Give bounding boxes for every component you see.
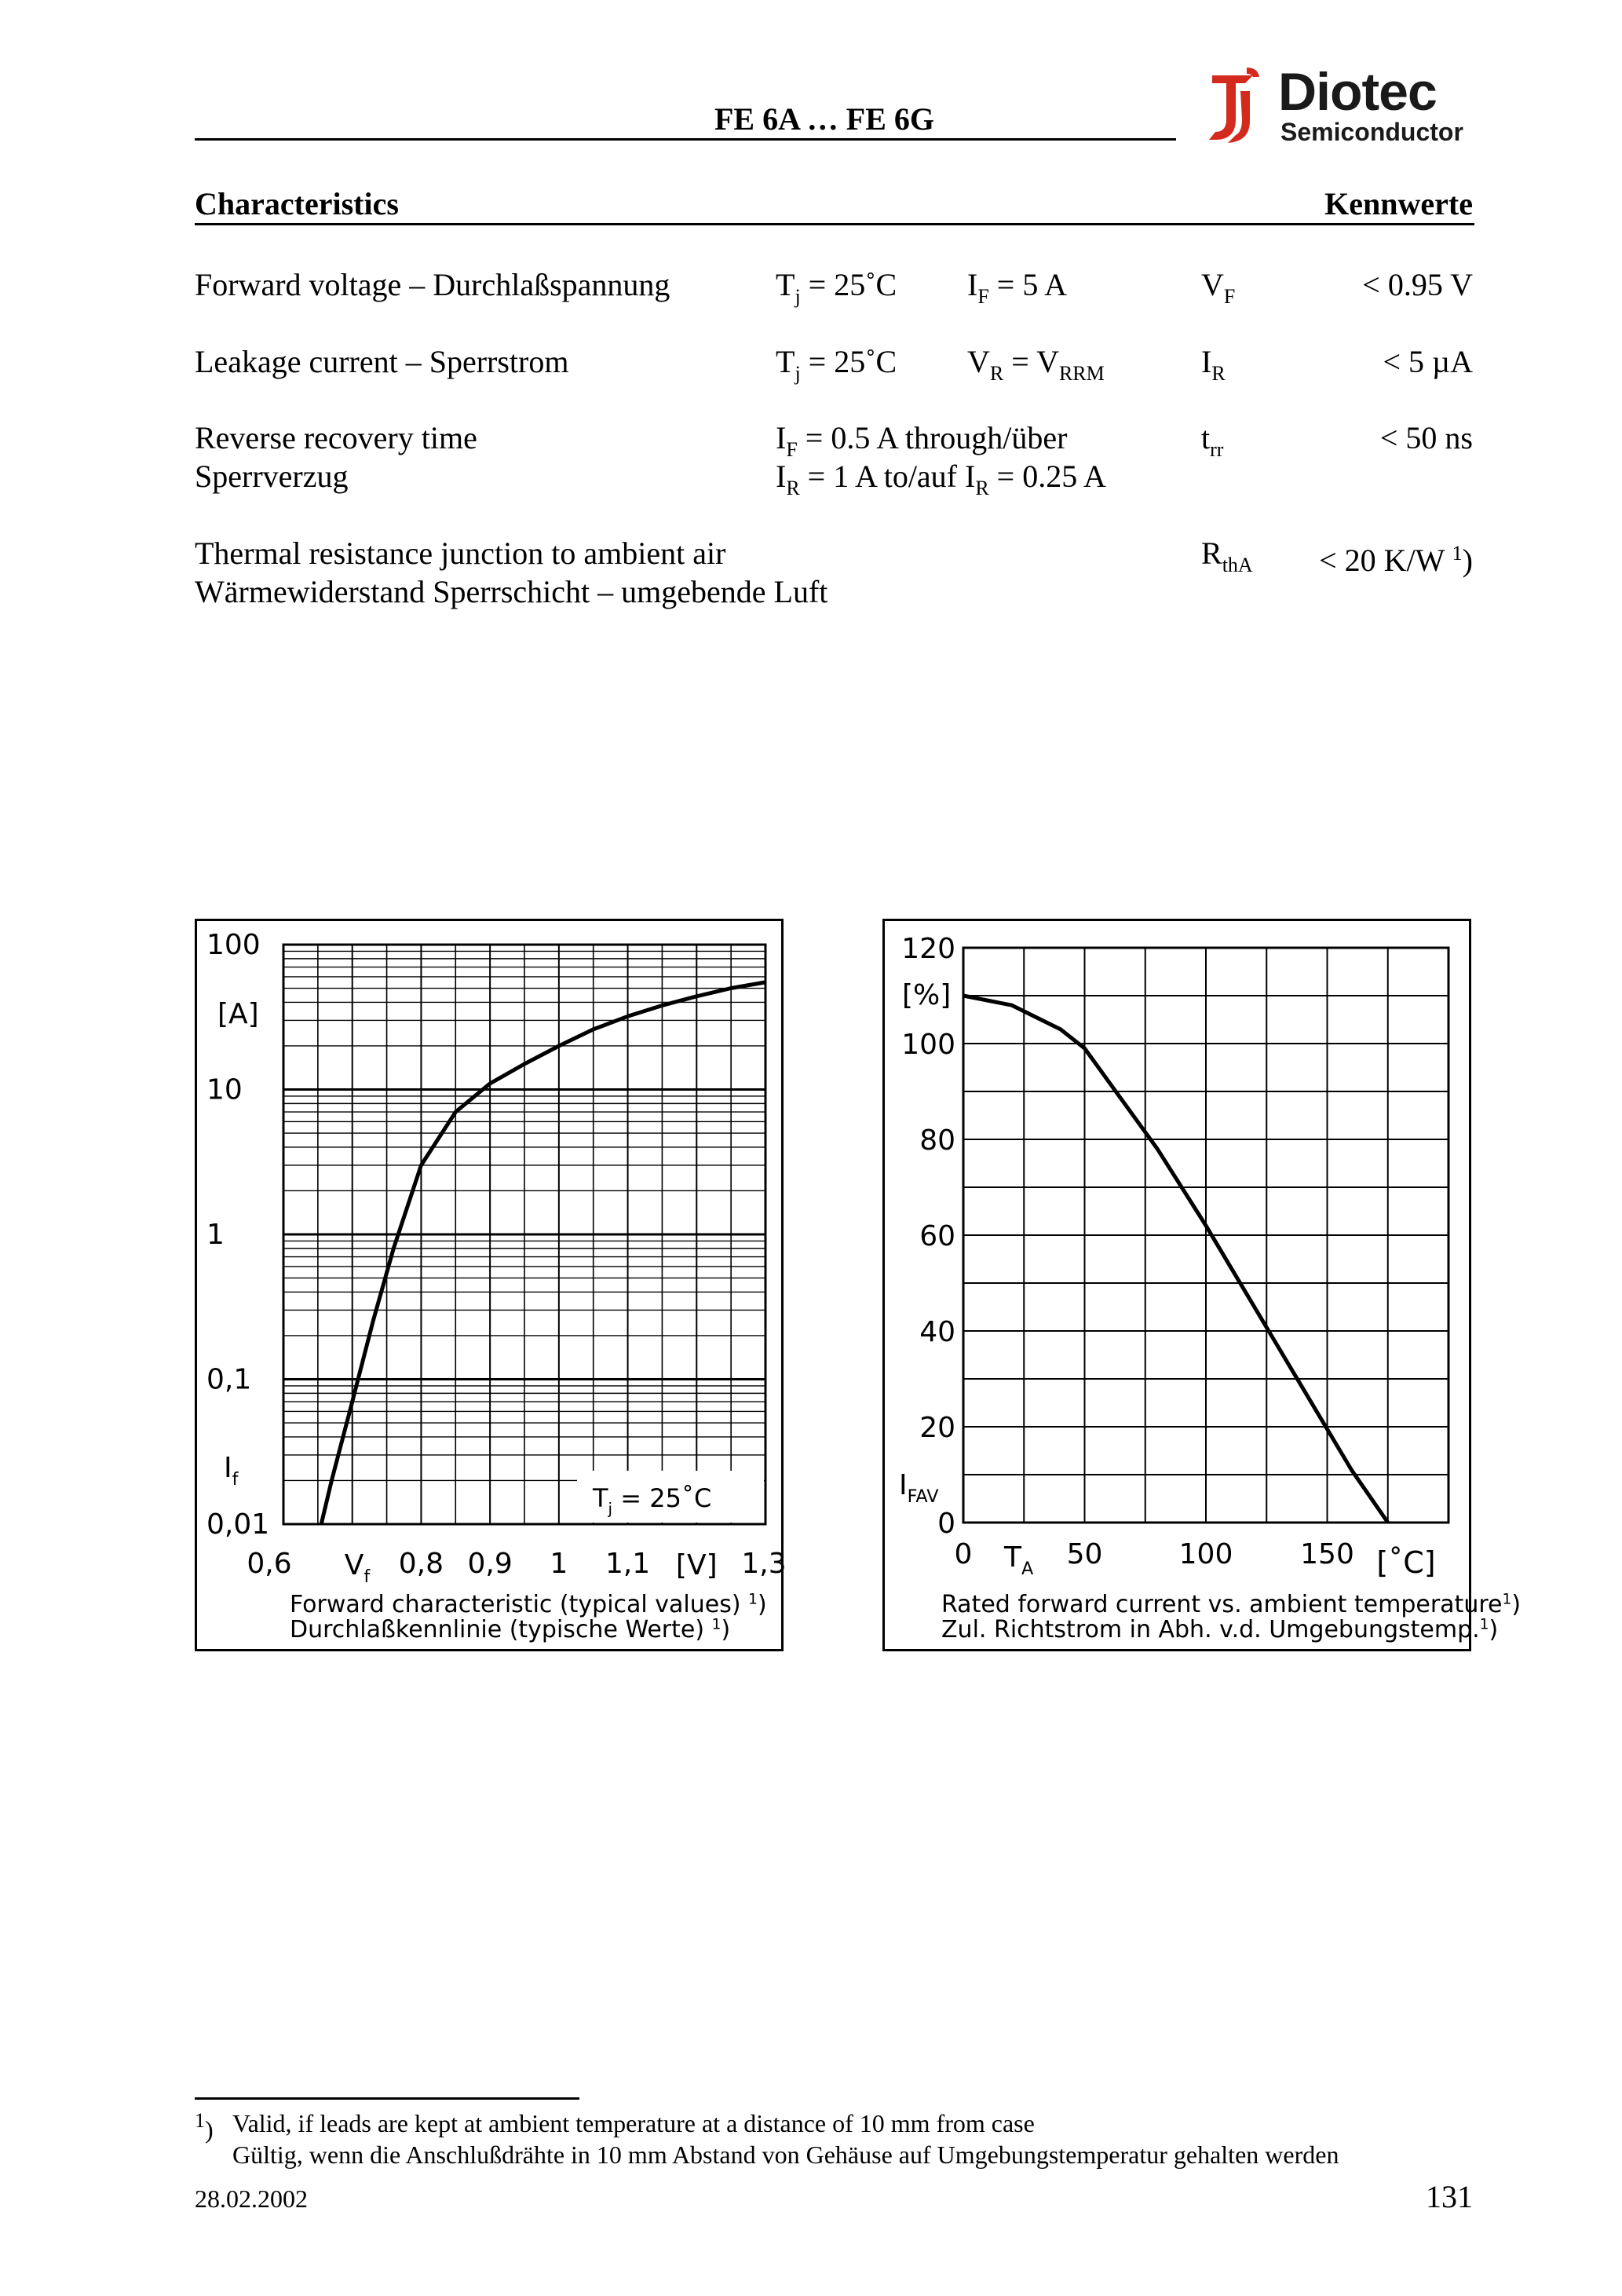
- footnote-rule: [195, 2097, 579, 2100]
- y-axis-unit: [A]: [217, 998, 259, 1030]
- rated-current-plot: [885, 921, 1522, 1649]
- x-tick-label: 150: [1300, 1538, 1354, 1570]
- page-number: 131: [1426, 2179, 1473, 2214]
- section-title-en: Characteristics: [195, 186, 399, 221]
- diotec-logo-icon: [1204, 64, 1270, 146]
- x-tick-label: 1: [550, 1548, 568, 1580]
- x-tick-label: 100: [1178, 1538, 1233, 1570]
- y-tick-label: 0,01: [206, 1508, 270, 1541]
- x-tick-label: 1,3: [741, 1548, 787, 1580]
- row-condition-2: $I_R = 1$ A to/auf $I_R = 0.25$ A: [776, 459, 1106, 499]
- y-tick-label: 0,1: [206, 1363, 252, 1396]
- chart-caption-en: Rated forward current vs. ambient temperature$^1$): [941, 1591, 1522, 1618]
- row-label: Forward voltage – Durchlaßspannung: [195, 267, 670, 302]
- row-condition-1: $T_j$ = 25˚C: [776, 344, 897, 385]
- x-tick-label: 0: [954, 1538, 973, 1570]
- y-tick-label: 0: [937, 1508, 955, 1540]
- row-symbol: $t_{rr}$: [1201, 420, 1224, 461]
- x-axis-symbol: $V_f$: [344, 1549, 371, 1588]
- y-axis-symbol: $I_{FAV}$: [899, 1469, 939, 1508]
- footnote-line-de: Gültig, wenn die Anschlußdrähte in 10 mm Abstand von Gehäuse auf Umgebungstemperatur gehalten werden: [232, 2141, 1339, 2169]
- row-value: < 50 ns: [1379, 420, 1473, 455]
- row-value: < 5 µA: [1383, 344, 1473, 379]
- section-title-de: Kennwerte: [1324, 186, 1473, 221]
- y-tick-label: 20: [919, 1412, 955, 1444]
- row-value: < 0.95 V: [1362, 267, 1473, 302]
- chart-caption-de: Zul. Richtstrom in Abh. v.d. Umgebungstemp.$^1$): [941, 1616, 1499, 1643]
- row-label-de: Sperrverzug: [195, 459, 349, 494]
- row-label: Thermal resistance junction to ambient air: [195, 536, 726, 571]
- y-tick-label: 1: [206, 1219, 225, 1251]
- series-line: [321, 982, 765, 1524]
- series-line: [963, 996, 1388, 1523]
- x-axis-symbol: $T_A$: [1004, 1541, 1034, 1580]
- y-tick-label: 60: [919, 1220, 955, 1252]
- y-axis-symbol: $I_f$: [224, 1452, 239, 1490]
- chart-caption-de: Durchlaßkennlinie (typische Werte) $^1$): [290, 1616, 731, 1643]
- x-tick-label: 50: [1066, 1538, 1103, 1570]
- row-symbol: $V_F$: [1201, 267, 1236, 308]
- chart-caption-en: Forward characteristic (typical values) $^1$): [290, 1591, 767, 1618]
- row-condition-1: $T_j$ = 25˚C: [776, 267, 897, 308]
- footer-date: 28.02.2002: [195, 2184, 308, 2213]
- row-label-de: Wärmewiderstand Sperrschicht – umgebende Luft: [195, 574, 828, 609]
- logo-subtitle: Semiconductor: [1280, 118, 1463, 146]
- document-title: FE 6A … FE 6G: [714, 101, 935, 137]
- row-value: < 20 K/W $^1$): [1319, 542, 1473, 578]
- row-symbol: $R_{thA}$: [1201, 536, 1253, 576]
- row-symbol: $I_R$: [1201, 344, 1226, 385]
- footnote-line-en: Valid, if leads are kept at ambient temperature at a distance of 10 mm from case: [232, 2109, 1035, 2137]
- y-tick-label: 100: [206, 929, 261, 961]
- y-tick-label: 10: [206, 1073, 243, 1106]
- forward-characteristic-chart: [195, 919, 787, 1651]
- section-rule: [195, 223, 1474, 225]
- row-label: Reverse recovery time: [195, 420, 477, 455]
- footnote-mark: $^1$): [195, 2109, 214, 2144]
- y-tick-label: 120: [901, 933, 955, 965]
- x-axis-unit: [˚C]: [1376, 1545, 1436, 1580]
- rated-current-chart: [882, 919, 1522, 1651]
- header-rule: [195, 138, 1176, 141]
- y-tick-label: 80: [919, 1124, 955, 1157]
- x-axis-unit: [V]: [675, 1549, 718, 1581]
- x-tick-label: 0,6: [247, 1548, 292, 1580]
- forward-characteristic-plot: [197, 921, 787, 1649]
- row-condition-2: $V_R = V_{RRM}$: [967, 344, 1105, 385]
- y-tick-label: 40: [919, 1316, 955, 1348]
- logo-wordmark: Diotec: [1278, 62, 1437, 122]
- annotation-label: $T_j$ = 25˚C: [593, 1483, 712, 1518]
- x-tick-label: 1,1: [605, 1548, 651, 1580]
- row-condition-2: $I_F = 5$ A: [967, 267, 1068, 308]
- row-condition-1: $I_F = 0.5$ A through/über: [776, 420, 1068, 461]
- x-tick-label: 0,9: [467, 1548, 513, 1580]
- y-tick-label: 100: [901, 1029, 955, 1061]
- row-label: Leakage current – Sperrstrom: [195, 344, 569, 379]
- y-axis-unit: [%]: [902, 979, 952, 1011]
- x-tick-label: 0,8: [398, 1548, 444, 1580]
